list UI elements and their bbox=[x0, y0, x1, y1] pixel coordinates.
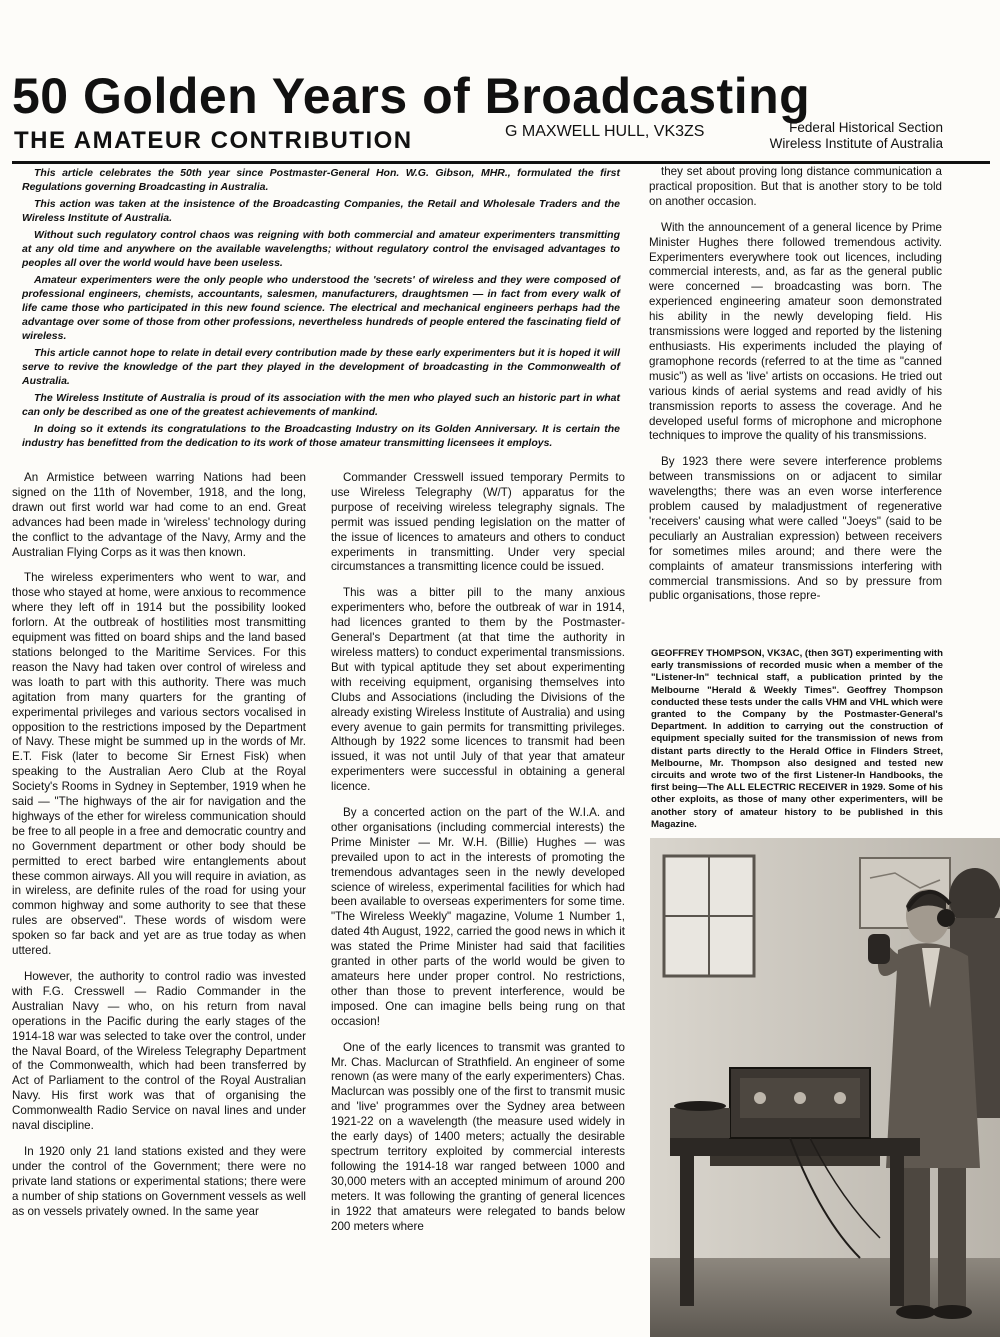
body-paragraph: This was a bitter pill to the many anxious experimenters who, before the outbreak of war in 1914, had licences granted to them by the Postmaster-General's Department (at that time the authority in wireless matters) to conduct experimental transmissions. But with typical aptitude they set about experimenting with receiving equipment, organising themselves into Clubs and Associations (including the Divisions of the already existing Wireless Institute of Australia) and using every avenue to gain permits for transmitting privileges. Although by 1922 some licences to transmit had been issued, it was not until July of that year that amateur experimenters were successful in obtaining a general licence. bbox=[331, 586, 625, 794]
header-rule bbox=[12, 161, 990, 164]
body-paragraph: However, the authority to control radio was invested with F.G. Cresswell — Radio Commander in the Australian Navy — who, on his return from naval operations in the Pacific during the early stages of the 1914-18 war was selected to take over the control, under the Naval Board, of the Wireless Telegraphy Department of the Commonwealth, which had been transferred by Act of Parliament to the control of the Royal Australian Navy. His first work was that of organising the Commonwealth Radio Service on naval lines and under naval discipline. bbox=[12, 970, 306, 1133]
body-paragraph: With the announcement of a general licence by Prime Minister Hughes there followed tremendous activity. Experimenters everywhere took out licences, including commercial interests, and, as far as the general public were concerned — broadcasting was born. The experienced engineering amateur soon demonstrated his ability in the newly developing field. His transmissions were logged and reported by the listening enthusiasts. His experiments included the playing of gramophone records (referred to at the time as "canned music") as well as 'live' artists on occasions. He tried out various kinds of aerial systems and read avidly of his transmission reports to assess the coverage. And he developed useful forms of microphone and microphone techniques to improve the quality of his transmissions. bbox=[649, 220, 942, 443]
intro-paragraph: Amateur experimenters were the only people who understood the 'secrets' of wireless and they were composed of professional engineers, chemists, accountants, salesmen, manufacturers, draughtsmen — in fact from every walk of life came those who participated in this new found science. The electrical and mechanical engineers perhaps had the advantage over some of those from other professions, nevertheless hundreds of people entered the fascinating field of wireless. bbox=[22, 274, 620, 342]
body-paragraph: Commander Cresswell issued temporary Permits to use Wireless Telegraphy (W/T) apparatus for the purpose of receiving wireless telegraphy signals. The permit was issued pending legislation on the matter of the issue of licences to amateurs and others to conduct experiments in transmitting. Under very special circumstances a transmitting licence could be issued. bbox=[331, 471, 625, 574]
intro-paragraph: This article cannot hope to relate in detail every contribution made by these early experimenters but it is hoped it will serve to revive the knowledge of the part they played in the development of broadcasting in the Commonwealth of Australia. bbox=[22, 347, 620, 387]
intro-block bbox=[22, 166, 620, 450]
article-subtitle: THE AMATEUR CONTRIBUTION bbox=[14, 127, 413, 154]
body-column-3 bbox=[649, 165, 942, 604]
intro-paragraph: This article celebrates the 50th year since Postmaster-General Hon. W.G. Gibson, MHR., formulated the first Regulations governing Broadcasting in Australia. bbox=[22, 167, 620, 193]
body-paragraph: In 1920 only 21 land stations existed and they were under the control of the Government; there were no private land stations or experimental stations; there were a number of ship stations on Government vessels as well as on vessels privately owned. In the same year bbox=[12, 1144, 306, 1218]
body-paragraph: By a concerted action on the part of the W.I.A. and other organisations (including commercial interests) the Prime Minister — Mr. W.H. (Billie) Hughes — was prevailed upon to act in the interests of promoting the tremendous advantages seen in the newly developed science of wireless, experimental facilities for which had been available to overseas experimenters for some time. "The Wireless Weekly" magazine, Volume 1 Number 1, dated 4th August, 1922, carried the good news in which it was stated the Prime Minister had said that facilities granted in other parts of the world would be given to amateurs here under proper control. No restrictions, other than those to prevent interference, would be imposed. One can imagine bells being rung on that occasion! bbox=[331, 806, 625, 1028]
body-paragraph: The wireless experimenters who went to war, and those who stayed at home, were anxious to recommence where they left off in 1914 but the possibility looked forlorn. At the outbreak of hostilities most transmitting equipment was fitted on board ships and the land based stations belonged to the Maritime Services. For this reason the Navy had taken over control of wireless and was loath to part with this authority. There was much agitation from many quarters for the granting of experimental privileges and various sectors vocalised in opposition to the restrictions imposed by the Department of Navy. These might be summed up in the words of Mr. E.T. Fisk (later to become Sir Ernest Fisk) when speaking to the Australian Aero Club at the Royal Society's Rooms in Sydney in September, 1919 when he said — "The highways of the air for navigation and the highways of the ether for wireless communication should be free to all people in a free and democratic country and no Government department or other body should be permitted to erect barbed wire entanglements about these common airways. All you will require in aviation, as in wireless, are definite rules of the road for using your common highway and some authority to see that these rules are observed". These words of wisdom were spoken so far back and yet are as true today as when uttered. bbox=[12, 571, 306, 958]
body-column-1 bbox=[12, 471, 306, 1220]
author-affiliation bbox=[738, 120, 943, 152]
body-paragraph: An Armistice between warring Nations had been signed on the 11th of November, 1918, and the long, drawn out first world war had come to an end. Great advances had been made in 'wireless' technology during the conflict to the advantage of the Navy, Army and the Australian Flying Corps as it was then known. bbox=[12, 471, 306, 559]
intro-paragraph: Without such regulatory control chaos was reigning with both commercial and amateur experimenters transmitting at any old time and anywhere on the available wavelengths; without regulatory control the envisaged advantages to peoples all over the world would have been useless. bbox=[22, 229, 620, 269]
body-column-2 bbox=[331, 471, 625, 1234]
intro-paragraph: This action was taken at the insistence of the Broadcasting Companies, the Retail and Wholesale Traders and the Wireless Institute of Australia. bbox=[22, 198, 620, 224]
body-paragraph: they set about proving long distance communication a practical proposition. But that is another story to be told on another occasion. bbox=[649, 165, 942, 208]
affiliation-line: Wireless Institute of Australia bbox=[769, 136, 943, 151]
photo-caption: GEOFFREY THOMPSON, VK3AC, (then 3GT) experimenting with early transmissions of recorded music when a member of the "Listener-In" technical staff, a publication printed by the Melbourne "Herald & Weekly Times". Geoffrey Thompson conducted these tests under the calls VHM and VHL which were granted to the Company by the Postmaster-General's Department. In addition to carrying out the construction of equipment specially suited for the transmission of news from distant parts directly to the Herald Office in Flinders Street, Melbourne, Mr. Thompson also designed and tested new circuits and wrote two of the first Listener-In Handbooks, the first being—The ALL ELECTRIC RECEIVER in 1929. Some of his other exploits, as those of many other experimenters, will be another story of amateur history to be published in this Magazine. bbox=[651, 648, 943, 830]
body-paragraph: One of the early licences to transmit was granted to Mr. Chas. Maclurcan of Strathfield. An engineer of some renown (as were many of the early experimenters) Chas. Maclurcan was possibly one of the first to transmit music and 'live' programmes over the Sydney area between 1921-22 on a wavelength (the measure used widely in the early days) of 1400 meters; actually the desirable spectrum territory exploited by commercial interests following the 1914-18 war ranged between 1000 and 30,000 meters with an accepted minimum of around 200 meters. It was following the granting of general licences in 1922 that amateurs were relegated to bands below 200 meters where bbox=[331, 1040, 625, 1233]
affiliation-line: Federal Historical Section bbox=[789, 120, 943, 135]
intro-paragraph: The Wireless Institute of Australia is proud of its association with the men who played such an historic part in what can only be described as one of the greatest achievements of mankind. bbox=[22, 392, 620, 418]
author-byline: G MAXWELL HULL, VK3ZS bbox=[505, 123, 705, 140]
body-paragraph: By 1923 there were severe interference problems between transmissions on or adjacent to similar wavelengths; there was an even worse interference problem caused by maladjustment of regenerative 'receivers' causing what were called "Joeys" (said to be peculiarly an Australian expression) between receivers for sometimes miles around; and there were the complaints of amateur transmissions interfering with commercial transmissions. And so by pressure from public organisations, those repre- bbox=[649, 455, 942, 603]
page-title: 50 Golden Years of Broadcasting bbox=[12, 68, 811, 124]
historical-photo bbox=[650, 838, 1000, 1337]
intro-paragraph: In doing so it extends its congratulations to the Broadcasting Industry on its Golden Anniversary. It is certain the industry has benefitted from the dedication to its work of those amateur transmitting licensees it employs. bbox=[22, 423, 620, 449]
photo-illustration bbox=[650, 838, 1000, 1337]
